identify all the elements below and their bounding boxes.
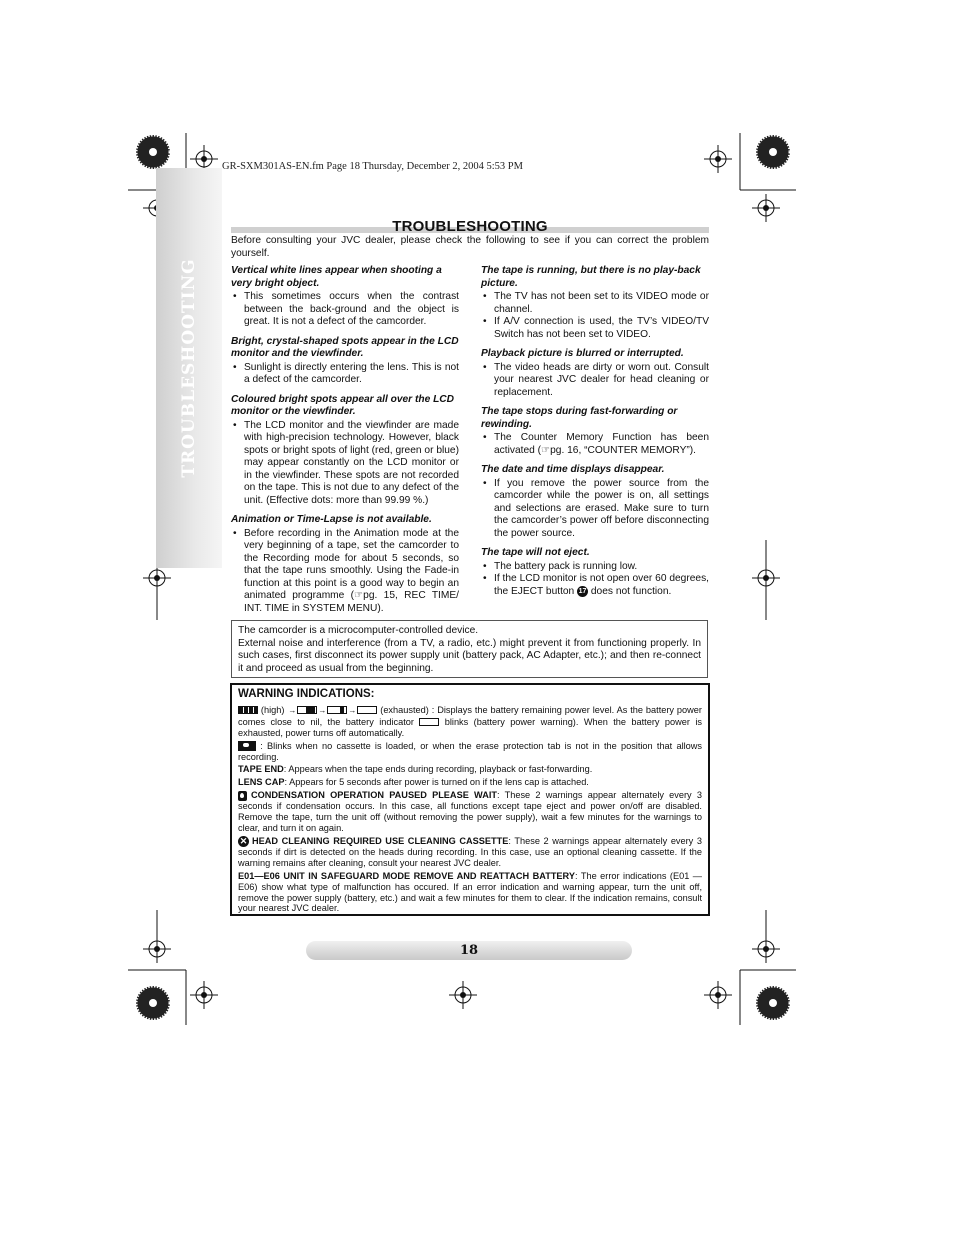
- registration-burst-icon: [136, 986, 170, 1020]
- warning-box: [230, 683, 710, 916]
- lens-cap-text: : Appears for 5 seconds after power is turned on if the lens cap is attached.: [284, 777, 589, 788]
- lens-cap-label: LENS CAP: [238, 777, 285, 788]
- page-title: TROUBLESHOOTING: [392, 218, 548, 235]
- head-cleaning-label: HEAD CLEANING REQUIRED USE CLEANING CASSETTE: [252, 835, 509, 846]
- eject-answer-after: does not function.: [588, 585, 672, 597]
- arrow-icon: →: [288, 705, 297, 715]
- tape-end-label: TAPE END: [238, 764, 284, 775]
- registration-burst-icon: [756, 135, 790, 169]
- faq-question: The tape will not eject.: [481, 547, 590, 558]
- registration-cross-icon: [704, 145, 732, 173]
- note-line-2: External noise and interference (from a TV, a radio, etc.) might prevent it from functioning properly. In such cases, first disconnect its power supply unit (battery pack, AC Adapter, etc.); and then re-connect it and proceed as usual from the beginning.: [238, 637, 701, 674]
- head-cleaning-warning: [238, 836, 702, 869]
- error-text: : The error indications (E01 — E06) show what type of malfunction has occured. If an error indication and warning appear, turn the unit off, remove the power supply (battery, etc.) and wait a few minutes for them to clear. If the indication remains, consult your nearest JVC dealer.: [238, 870, 702, 914]
- note-line-1: The camcorder is a microcomputer-controlled device.: [238, 625, 479, 636]
- lens-cap-warning: [238, 777, 702, 788]
- tape-end-warning: [238, 764, 702, 775]
- warning-title: WARNING INDICATIONS:: [238, 688, 375, 700]
- faq-item: [231, 336, 459, 387]
- registration-cross-icon: [704, 981, 732, 1009]
- left-column: [231, 265, 459, 622]
- eject-button-number-badge: 17: [578, 587, 587, 595]
- faq-question: The tape stops during fast-forwarding or rewinding.: [481, 406, 678, 430]
- error-label: E01—E06 UNIT IN SAFEGUARD MODE REMOVE AND REATTACH BATTERY: [238, 870, 575, 881]
- faq-question: Vertical white lines appear when shooting a very bright object.: [231, 265, 442, 289]
- faq-answer: • Sunlight is directly entering the lens. This is not a defect of the camcorder.: [231, 362, 459, 387]
- faq-answer: • Before recording in the Animation mode at the very beginning of a tape, set the camcorder to the Recording mode for about 5 seconds, so that the tape runs smoothly. Using the Fade-in function at this point is a good way to begin an animated programme (☞pg. 15, REC TIME/ INT. TIME in SYSTEM MENU).: [231, 528, 459, 616]
- right-column: [481, 265, 709, 605]
- faq-item: [481, 265, 709, 341]
- battery-warning: [238, 705, 702, 739]
- arrow-icon: →: [318, 705, 327, 715]
- cassette-icon: [238, 741, 256, 751]
- head-cleaning-text: : These 2 warnings appear alternately every 3 seconds if dirt is detected on the heads during recording. In this case, use an optional cleaning cassette. If the warning remains after cleaning, consult your nearest JVC dealer.: [238, 835, 702, 868]
- faq-answer: • The LCD monitor and the viewfinder are made with high-precision technology. However, black spots or bright spots of light (red, green or blue) may appear constantly on the LCD monitor or in the viewfinder. These spots are not recorded on the tape. This is not due to any defect of the unit. (Effective dots: more than 99.99 %.): [231, 420, 459, 508]
- battery-one-icon: [327, 706, 347, 714]
- faq-question: Animation or Time-Lapse is not available.: [231, 514, 432, 525]
- battery-two-icon: [297, 706, 317, 714]
- page-title-block: [231, 218, 709, 233]
- faq-question: The date and time displays disappear.: [481, 464, 665, 475]
- faq-answer: • This sometimes occurs when the contrast between the back-ground and the object is great. It is not a defect of the camcorder.: [231, 291, 459, 329]
- faq-answer: • The TV has not been set to its VIDEO mode or channel.: [481, 291, 709, 316]
- faq-answer: [481, 573, 709, 598]
- faq-question: Bright, crystal-shaped spots appear in the LCD monitor and the viewfinder.: [231, 335, 459, 359]
- cassette-warning-text: : Blinks when no cassette is loaded, or when the erase protection tab is not in the position that allows recording.: [238, 740, 702, 762]
- cassette-warning: [238, 741, 702, 763]
- battery-empty-icon: [419, 718, 439, 726]
- arrow-icon: →: [348, 705, 357, 715]
- battery-empty-icon: [357, 706, 377, 714]
- error-warning: [238, 871, 702, 915]
- registration-cross-icon: [449, 981, 477, 1009]
- battery-exhausted-label: (exhausted): [380, 704, 429, 715]
- battery-high-label: (high): [260, 704, 285, 715]
- page-number: 18: [306, 941, 632, 960]
- faq-answer: • If A/V connection is used, the TV’s VIDEO/TV Switch has not been set to VIDEO.: [481, 316, 709, 341]
- faq-item: [481, 348, 709, 399]
- battery-warning-text-2: blinks (battery power warning). When the battery power is exhausted, power turns off automatically.: [238, 716, 702, 738]
- faq-question: Coloured bright spots appear all over the LCD monitor or the viewfinder.: [231, 393, 455, 417]
- faq-item: [231, 265, 459, 329]
- faq-item: [231, 394, 459, 508]
- faq-answer: • The video heads are dirty or worn out. Consult your nearest JVC dealer for head cleaning or replacement.: [481, 362, 709, 400]
- file-header: GR-SXM301AS-EN.fm Page 18 Thursday, December 2, 2004 5:53 PM: [222, 161, 523, 172]
- faq-item: [481, 406, 709, 457]
- faq-item: [231, 514, 459, 615]
- battery-full-icon: [238, 706, 258, 714]
- registration-cross-icon: [190, 981, 218, 1009]
- condensation-label: CONDENSATION OPERATION PAUSED PLEASE WAIT: [251, 790, 498, 801]
- faq-item: [481, 464, 709, 540]
- side-tab: [156, 168, 222, 568]
- note-box: [231, 620, 708, 678]
- battery-warning-text-1: : Displays the battery remaining power level. As the battery power comes close to nil, the battery indicator: [238, 704, 702, 727]
- condensation-text: : These 2 warnings appear alternately every 3 seconds if condensation occurs. In this case, all functions except tape eject and power on/off are disabled. Remove the tape, turn the unit off (without removing the power supply), wait a few minutes for the warnings to clear, and turn it on again.: [238, 790, 702, 833]
- condensation-drop-icon: [238, 791, 247, 801]
- registration-cross-icon: [752, 194, 780, 222]
- head-cleaning-icon: ✕: [239, 835, 248, 846]
- registration-burst-icon: [136, 135, 170, 169]
- tape-end-text: : Appears when the tape ends during recording, playback or fast-forwarding.: [283, 764, 593, 775]
- eject-answer-before: If the LCD monitor is not open over 60 degrees, the EJECT button: [494, 573, 709, 597]
- faq-answer: • If you remove the power source from the camcorder while the power is on, all settings and selections are erased. Make sure to turn the camcorder’s power off before disconnecting the power source.: [481, 478, 709, 541]
- condensation-warning: [238, 790, 702, 834]
- side-tab-label: TROUBLESHOOTING: [179, 258, 199, 478]
- registration-burst-icon: [756, 986, 790, 1020]
- faq-question: The tape is running, but there is no play-back picture.: [481, 265, 701, 289]
- intro-text: Before consulting your JVC dealer, please check the following to see if you can correct the problem yourself.: [231, 235, 709, 259]
- faq-item: [481, 547, 709, 598]
- registration-cross-icon: [143, 935, 171, 963]
- registration-cross-icon: [752, 935, 780, 963]
- faq-question: Playback picture is blurred or interrupted.: [481, 348, 684, 359]
- faq-answer: • The Counter Memory Function has been activated (☞pg. 16, “COUNTER MEMORY”).: [481, 432, 709, 457]
- faq-answer: • The battery pack is running low.: [481, 561, 709, 574]
